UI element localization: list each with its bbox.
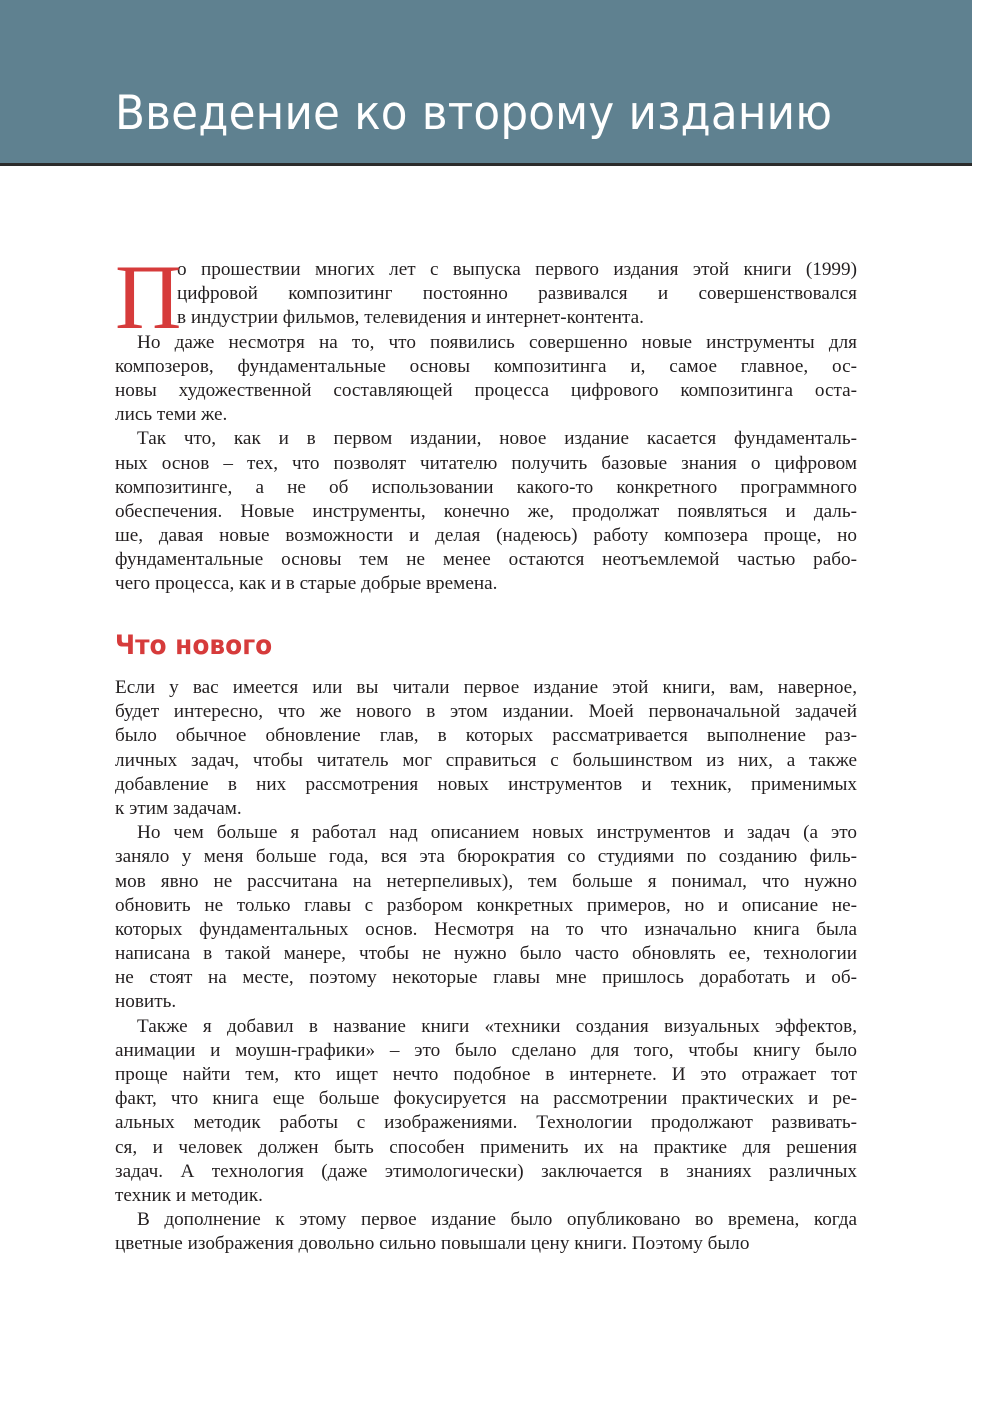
section-heading: Что нового: [115, 630, 273, 661]
text-line: личных задач, чтобы читатель мог справиться с большинством из них, а также: [115, 749, 857, 771]
text-line: цветные изображения довольно сильно повышали цену книги. Поэтому было: [115, 1233, 750, 1255]
text-line: Но чем больше я работал над описанием новых инструментов и задач (а это: [137, 822, 857, 844]
text-line: которых фундаментальных основ. Несмотря на то что изначально книга была: [115, 918, 857, 940]
text-line: ных основ – тех, что позволят читателю получить базовые знания о цифровом: [115, 452, 857, 474]
text-line: в индустрии фильмов, телевидения и интернет-контента.: [177, 307, 644, 329]
section-text: [115, 676, 857, 1257]
text-line: Если у вас имеется или вы читали первое издание этой книги, вам, наверное,: [115, 677, 857, 698]
text-line: альных методик работы с изображениями. Технологии продолжают развивать-: [115, 1112, 857, 1134]
text-line: ся, и человек должен быть способен применить их на практике для решения: [115, 1136, 857, 1158]
text-line: ше, давая новые возможности и делая (надеюсь) работу композера проще, но: [115, 525, 857, 547]
chapter-title: Введение ко второму изданию: [115, 86, 833, 141]
text-line: чего процесса, как и в старые добрые времена.: [115, 573, 498, 595]
text-line: к этим задачам.: [115, 797, 242, 819]
text-line: мов явно не рассчитана на нетерпеливых), тем больше я понимал, что нужно: [115, 870, 857, 892]
text-line: фундаментальные основы тем не менее остаются неотъемлемой частью рабо-: [115, 549, 857, 571]
intro-text: [115, 246, 857, 597]
text-line: задач. А технология (даже этимологически) заключается в знаниях различных: [115, 1160, 857, 1182]
text-line: будет интересно, что же нового в этом издании. Моей первоначальной задачей: [115, 701, 857, 723]
chapter-header: [0, 0, 972, 166]
text-line: Также я добавил в название книги «техники создания визуальных эффектов,: [137, 1015, 857, 1037]
text-line: Но даже несмотря на то, что появились совершенно новые инструменты для: [137, 331, 857, 353]
text-line: не стоят на месте, поэтому некоторые главы мне пришлось доработать и об-: [115, 967, 857, 989]
text-line: обеспечения. Новые инструменты, конечно же, продолжат появляться и даль-: [115, 500, 857, 522]
text-line: композитинге, а не об использовании какого-то конкретного программного: [115, 476, 857, 498]
text-line: новы художественной составляющей процесса цифрового композитинга оста-: [115, 379, 857, 401]
text-line: новить.: [115, 991, 177, 1013]
text-line: Так что, как и в первом издании, новое издание касается фундаменталь-: [137, 428, 857, 450]
text-line: В дополнение к этому первое издание было опубликовано во времена, когда: [137, 1209, 857, 1231]
text-line: лись теми же.: [115, 404, 228, 426]
text-line: анимации и моушн-графики» – это было сделано для того, чтобы книгу было: [115, 1039, 857, 1061]
text-line: написана в такой манере, чтобы не нужно было часто обновлять ее, технологии: [115, 943, 857, 965]
text-line: факт, что книга еще больше фокусируется на рассмотрении практических и ре-: [115, 1088, 857, 1110]
drop-cap: П: [115, 246, 182, 348]
text-line: проще найти тем, кто ищет нечто подобное в интернете. И это отражает тот: [115, 1064, 857, 1085]
text-line: добавление в них рассмотрения новых инструментов и техник, применимых: [115, 773, 857, 795]
text-line: композеров, фундаментальные основы композитинга и, самое главное, ос-: [115, 355, 857, 377]
text-line: заняло у меня больше года, вся эта бюрократия со студиями по созданию филь-: [115, 846, 857, 868]
text-line: техник и методик.: [115, 1184, 263, 1206]
text-line: было обычное обновление глав, в которых рассматривается выполнение раз-: [115, 725, 857, 747]
text-line: цифровой композитинг постоянно развивался и совершенствовался: [177, 283, 857, 305]
text-line: обновить не только главы с разбором конкретных примеров, но и описание не-: [115, 894, 857, 916]
text-line: о прошествии многих лет с выпуска первого издания этой книги (1999): [177, 259, 857, 280]
